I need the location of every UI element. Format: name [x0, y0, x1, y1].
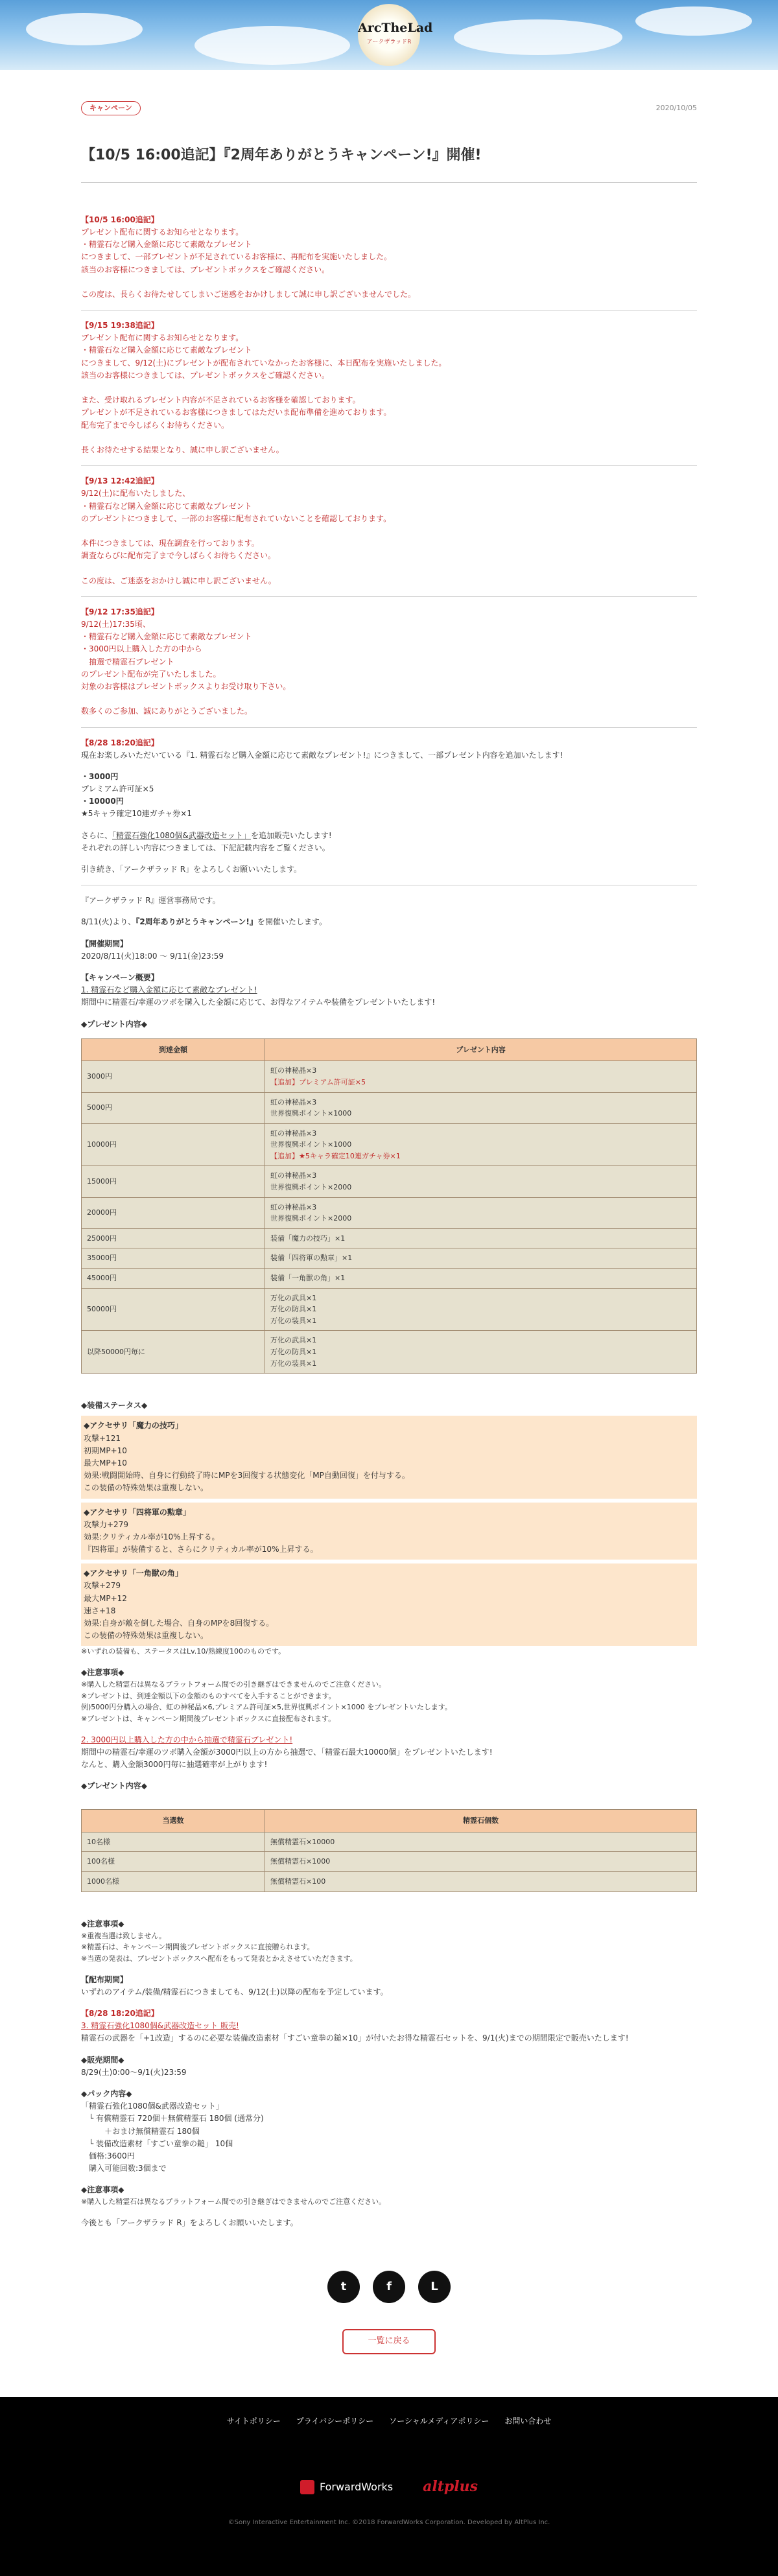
prize-item: 【追加】プレミアム許可証×5 — [270, 1077, 366, 1086]
prize-item: 世界復興ポイント×1000 — [270, 1109, 352, 1118]
site-logo[interactable] — [358, 4, 433, 66]
sale-link[interactable]: 3. 精霊石強化1080個&武器改造セット 販売! — [81, 2021, 239, 2031]
notes-heading: ◆注意事項◆ — [81, 2185, 124, 2195]
update-block — [81, 310, 697, 466]
equip-stats: 攻撃力+279 効果:クリティカル率が10%上昇する。 『四将軍』が装備すると、さらにクリティカル率が10%上昇する。 — [84, 1519, 318, 1554]
pack-heading: ◆パック内容◆ — [81, 2089, 132, 2098]
back-to-list-button[interactable]: 一覧に戻る — [342, 2329, 436, 2354]
period-text: 2020/8/11(火)18:00 〜 9/11(金)23:59 — [81, 951, 224, 961]
equip-block — [81, 1503, 697, 1560]
sale-heading: 【8/28 18:20追記】 — [81, 2009, 159, 2018]
overview-link[interactable]: 1. 精霊石など購入金額に応じて素敵なプレゼント! — [81, 985, 257, 995]
equip-name: ◆アクセサリ「四将軍の勲章」 — [84, 1507, 191, 1517]
campaign-name: 『2周年ありがとうキャンペーン!』 — [136, 917, 257, 927]
update-block — [81, 597, 697, 728]
stones-cell: 無償精霊石×1000 — [265, 1852, 697, 1872]
table-row — [82, 1197, 697, 1228]
forwardworks-logo[interactable] — [300, 2479, 393, 2496]
amount-cell: 35000円 — [82, 1248, 265, 1269]
amount-cell: 5000円 — [82, 1092, 265, 1123]
set-link[interactable]: 「精霊石強化1080個&武器改造セット」 — [112, 830, 251, 840]
prize-cell — [265, 1166, 697, 1197]
table-header: 当選数 — [82, 1810, 265, 1832]
prize-cell — [265, 1331, 697, 1374]
table-row — [82, 1248, 697, 1269]
prize-item: 世界復興ポイント×1000 — [270, 1140, 352, 1149]
lottery-table — [81, 1809, 697, 1891]
prize-item: 世界復興ポイント×2000 — [270, 1214, 352, 1223]
prize-cell — [265, 1288, 697, 1331]
prize-item: 虹の神秘晶×3 — [270, 1066, 317, 1075]
article-main — [81, 70, 697, 2354]
equip-note: ※いずれの装備も、ステータスはLv.10/熟練度100のものです。 — [81, 1647, 286, 1656]
footer-link[interactable]: ソーシャルメディアポリシー — [389, 2417, 489, 2426]
sale-text: 精霊石の武器を「+1改造」するのに必要な装備改造素材「すごい童拳の鎚×10」が付いたお得な精霊石セットを、9/1(火)までの期間限定で販売いたします! — [81, 2033, 629, 2043]
update-aug28 — [81, 728, 697, 886]
equip-name: ◆アクセサリ「一角獣の角」 — [84, 1569, 183, 1578]
site-footer — [0, 2397, 778, 2576]
table-row — [82, 1228, 697, 1248]
article-date: 2020/10/05 — [655, 104, 697, 112]
table-row — [82, 1166, 697, 1197]
dist-heading: 【配布期間】 — [81, 1974, 128, 1984]
equip-block — [81, 1563, 697, 1646]
notes-heading: ◆注意事項◆ — [81, 1667, 124, 1677]
lottery-text: 期間中の精霊石/幸運のツボ購入金額が3000円以上の方から抽選で、「精霊石最大10000個」をプレゼントいたします! なんと、購入金額3000円毎に抽選確率が上がります! — [81, 1747, 493, 1769]
logo-text: ForwardWorks — [319, 2481, 394, 2493]
text: 8/11(火)より、 — [81, 917, 136, 927]
prize-item: 装備「一角獣の角」×1 — [270, 1274, 346, 1283]
table-row — [82, 1331, 697, 1374]
update-heading: 【8/28 18:20追記】 — [81, 738, 159, 747]
dist-text: いずれのアイテム/装備/精霊石につきましても、9/12(土)以降の配布を予定しています。 — [81, 1987, 388, 1996]
prize-cell — [265, 1061, 697, 1092]
altplus-logo[interactable]: altplus — [423, 2478, 478, 2496]
table-row — [82, 1288, 697, 1331]
prize-cell — [265, 1228, 697, 1248]
prize-heading: ◆プレゼント内容◆ — [81, 1019, 147, 1029]
logo-subtitle: アークザラッドR — [366, 39, 412, 46]
sale-period-text: 8/29(土)0:00〜9/1(火)23:59 — [81, 2067, 187, 2077]
notes-text: ※重複当選は致しません。 ※精霊石は、キャンペーン期間後プレゼントボックスに直接贈られます。 ※当選の発表は、プレゼントボックスへ配布をもって発表とかえさせていただきます。 — [81, 1931, 357, 1963]
overview-heading: 【キャンペーン概要】 — [81, 972, 159, 982]
prize-item: 装備「魔力の技巧」×1 — [270, 1234, 346, 1243]
update-text: 現在お楽しみいただいている『1. 精霊石など購入金額に応じて素敵なプレゼント!』につきまして、一部プレゼント内容を追加いたします! — [81, 750, 563, 760]
update-block — [81, 214, 697, 310]
prize-cell — [265, 1248, 697, 1269]
sale-period-heading: ◆販売期間◆ — [81, 2055, 124, 2065]
notes-text: ※購入した精霊石は異なるプラットフォーム間での引き継ぎはできませんのでご注意ください。 ※プレゼントは、到達金額以下の金額のものすべてを入手することができます。 例)5000円分購入の場合、虹の神秘晶×6,プレミアム許可証×5,世界復興ポイント×1000 をプレゼントいたします。 ※プレゼントは、キャンペーン期間後プレゼントボックスに直接配布されます。 — [81, 1680, 452, 1723]
table-row — [82, 1123, 697, 1166]
intro-text — [81, 916, 697, 928]
update-heading: 【10/5 16:00追記】 — [81, 215, 159, 224]
prize-item: 【追加】★5キャラ確定10連ガチャ券×1 — [270, 1151, 401, 1160]
article-title: 【10/5 16:00追記】『2周年ありがとうキャンペーン!』開催! — [81, 144, 697, 183]
prize-item: 万化の武具×1 — [270, 1293, 317, 1302]
notes-heading: ◆注意事項◆ — [81, 1919, 124, 1928]
prize-cell — [265, 1269, 697, 1289]
table-row — [82, 1832, 697, 1852]
table-row — [82, 1269, 697, 1289]
table-row — [82, 1872, 697, 1892]
prize-item: 万化の防具×1 — [270, 1305, 317, 1314]
prize-item: 虹の神秘晶×3 — [270, 1097, 317, 1107]
logo-title: ArcTheLad — [358, 21, 433, 35]
prize-heading: ◆プレゼント内容◆ — [81, 1781, 147, 1791]
site-header — [0, 0, 778, 70]
closing-text: 今後とも「アークザラッド R」をよろしくお願いいたします。 — [81, 2218, 298, 2228]
added-prize-detail: ★5キャラ確定10連ガチャ券×1 — [81, 809, 192, 819]
facebook-icon[interactable]: f — [373, 2271, 405, 2303]
notes-text: ※購入した精霊石は異なるプラットフォーム間での引き継ぎはできませんのでご注意ください。 — [81, 2197, 386, 2207]
amount-cell: 20000円 — [82, 1197, 265, 1228]
equip-block — [81, 1416, 697, 1498]
amount-cell: 50000円 — [82, 1288, 265, 1331]
added-prize: ・3000円 — [81, 771, 119, 781]
prize-item: 万化の装具×1 — [270, 1359, 317, 1368]
update-text: 9/12(土)に配布いたしました、 ・精霊石など購入金額に応じて素敵なプレゼント のプレゼントにつきまして、一部のお客様に配布されていないことを確認しております。 本件につきましては、現在調査を行っております。 調査ならびに配布完了まで今しばらくお待ちください。 この度は、ご迷惑をおかけし誠に申し訳ございません。 — [81, 489, 392, 585]
table-header: プレゼント内容 — [265, 1038, 697, 1061]
update-block — [81, 466, 697, 597]
equip-heading: ◆装備ステータス◆ — [81, 1401, 148, 1411]
twitter-icon[interactable]: t — [327, 2271, 360, 2303]
prize-item: 万化の武具×1 — [270, 1336, 317, 1345]
amount-cell: 15000円 — [82, 1166, 265, 1197]
prize-cell — [265, 1092, 697, 1123]
added-prize: ・10000円 — [81, 797, 124, 806]
update-heading: 【9/12 17:35追記】 — [81, 607, 159, 616]
update-text: プレゼント配布に関するお知らせとなります。 ・精霊石など購入金額に応じて素敵なプレゼント につきまして、9/12(土)にプレゼントが配布されていなかったお客様に、本日配布を実施いたしました。 該当のお客様につきましては、プレゼントボックスをご確認ください。 また、受け取れるプレゼント内容が不足されているお客様を確認しております。 プレゼントが不足されているお客様につきましてはただいま配布準備を進めております。 配布完了まで今しばらくお待ちください。 長くお待たせする結果となり、誠に申し訳ございません。 — [81, 333, 447, 454]
footer-nav — [0, 2397, 778, 2428]
table-header: 精霊石個数 — [265, 1810, 697, 1832]
stones-cell: 無償精霊石×10000 — [265, 1832, 697, 1852]
winners-cell: 100名様 — [82, 1852, 265, 1872]
prize-item: 虹の神秘晶×3 — [270, 1202, 317, 1212]
table-row — [82, 1852, 697, 1872]
amount-cell: 10000円 — [82, 1123, 265, 1166]
winners-cell: 1000名様 — [82, 1872, 265, 1892]
category-badge: キャンペーン — [81, 101, 141, 115]
table-row — [82, 1092, 697, 1123]
prize-item: 装備「四将軍の勲章」×1 — [270, 1254, 353, 1263]
amount-cell: 25000円 — [82, 1228, 265, 1248]
amount-cell: 45000円 — [82, 1269, 265, 1289]
line-icon[interactable]: L — [418, 2271, 451, 2303]
prize-item: 万化の装具×1 — [270, 1316, 317, 1325]
overview-text: 期間中に精霊石/幸運のツボを購入した金額に応じて、お得なアイテムや装備をプレゼントいたします! — [81, 998, 436, 1007]
lottery-link[interactable]: 2. 3000円以上購入した方の中から抽選で精霊石プレゼント! — [81, 1735, 293, 1744]
prize-cell — [265, 1197, 697, 1228]
amount-cell: 以降50000円毎に — [82, 1331, 265, 1374]
text: を開催いたします。 — [257, 917, 327, 927]
text: さらに、 — [81, 830, 113, 840]
update-heading: 【9/15 19:38追記】 — [81, 321, 159, 331]
update-text: 9/12(土)17:35頃、 ・精霊石など購入金額に応じて素敵なプレゼント ・3000円以上購入した方の中から 抽選で精霊石プレゼント のプレゼント配布が完了いたしました。 対象のお客様はプレゼントボックスよりお受け取り下さい。 数多くのご参加、誠にありがとうございました。 — [81, 620, 291, 716]
prize-item: 虹の神秘晶×3 — [270, 1129, 317, 1138]
fw-mark-icon — [300, 2480, 314, 2494]
equip-stats: 攻撃+279 最大MP+12 速さ+18 効果:自身が敵を倒した場合、自身のMPを8回復する。 この装備の特殊効果は重複しない。 — [84, 1581, 274, 1641]
period-heading: 【開催期間】 — [81, 939, 128, 948]
prize-cell — [265, 1123, 697, 1166]
table-header: 到達金額 — [82, 1038, 265, 1061]
update-heading: 【9/13 12:42追記】 — [81, 476, 159, 486]
article-body — [81, 214, 697, 2229]
pack-text: 「精霊石強化1080個&武器改造セット」 └ 有償精霊石 720個＋無償精霊石 180個 (通常分) ＋おまけ無償精霊石 180個 └ 装備改造素材「すごい童拳の鎚」 10個 価格:3600円 購入可能回数:3個まで — [81, 2102, 264, 2173]
stones-cell: 無償精霊石×100 — [265, 1872, 697, 1892]
equip-stats: 攻撃+121 初期MP+10 最大MP+10 効果:戦闘開始時、自身に行動終了時にMPを3回復する状態変化「MP自動回復」を付与する。 この装備の特殊効果は重複しない。 — [84, 1433, 410, 1493]
footer-link[interactable]: お問い合わせ — [504, 2417, 552, 2426]
footer-link[interactable]: サイトポリシー — [226, 2417, 281, 2426]
update-text: 引き続き、「アークザラッド R」をよろしくお願いいたします。 — [81, 865, 302, 874]
intro-text: 『アークザラッド R』運営事務局です。 — [81, 896, 220, 906]
update-text: プレゼント配布に関するお知らせとなります。 ・精霊石など購入金額に応じて素敵なプレゼント につきまして、一部プレゼントが不足されているお客様に、再配布を実施いたしました。 該当のお客様につきましては、プレゼントボックスをご確認ください。 この度は、長らくお待たせしてしまいご迷惑をおかけしまして誠に申し訳ございませんでした。 — [81, 227, 416, 299]
footer-link[interactable]: プライバシーポリシー — [296, 2417, 374, 2426]
text: を追加販売いたします! それぞれの詳しい内容につきましては、下記記載内容をご覧ください。 — [81, 830, 332, 852]
winners-cell: 10名様 — [82, 1832, 265, 1852]
prize-item: 虹の神秘晶×3 — [270, 1171, 317, 1180]
added-prize-detail: プレミアム許可証×5 — [81, 784, 154, 794]
copyright: ©Sony Interactive Entertainment Inc. ©2018 ForwardWorks Corporation. Developed by AltPlus Inc. — [228, 2519, 550, 2527]
prize-item: 世界復興ポイント×2000 — [270, 1183, 352, 1192]
amount-cell: 3000円 — [82, 1061, 265, 1092]
equip-name: ◆アクセサリ「魔力の技巧」 — [84, 1421, 183, 1431]
table-row — [82, 1061, 697, 1092]
prize-table — [81, 1038, 697, 1374]
share-buttons — [81, 2271, 697, 2303]
prize-item: 万化の防具×1 — [270, 1348, 317, 1356]
